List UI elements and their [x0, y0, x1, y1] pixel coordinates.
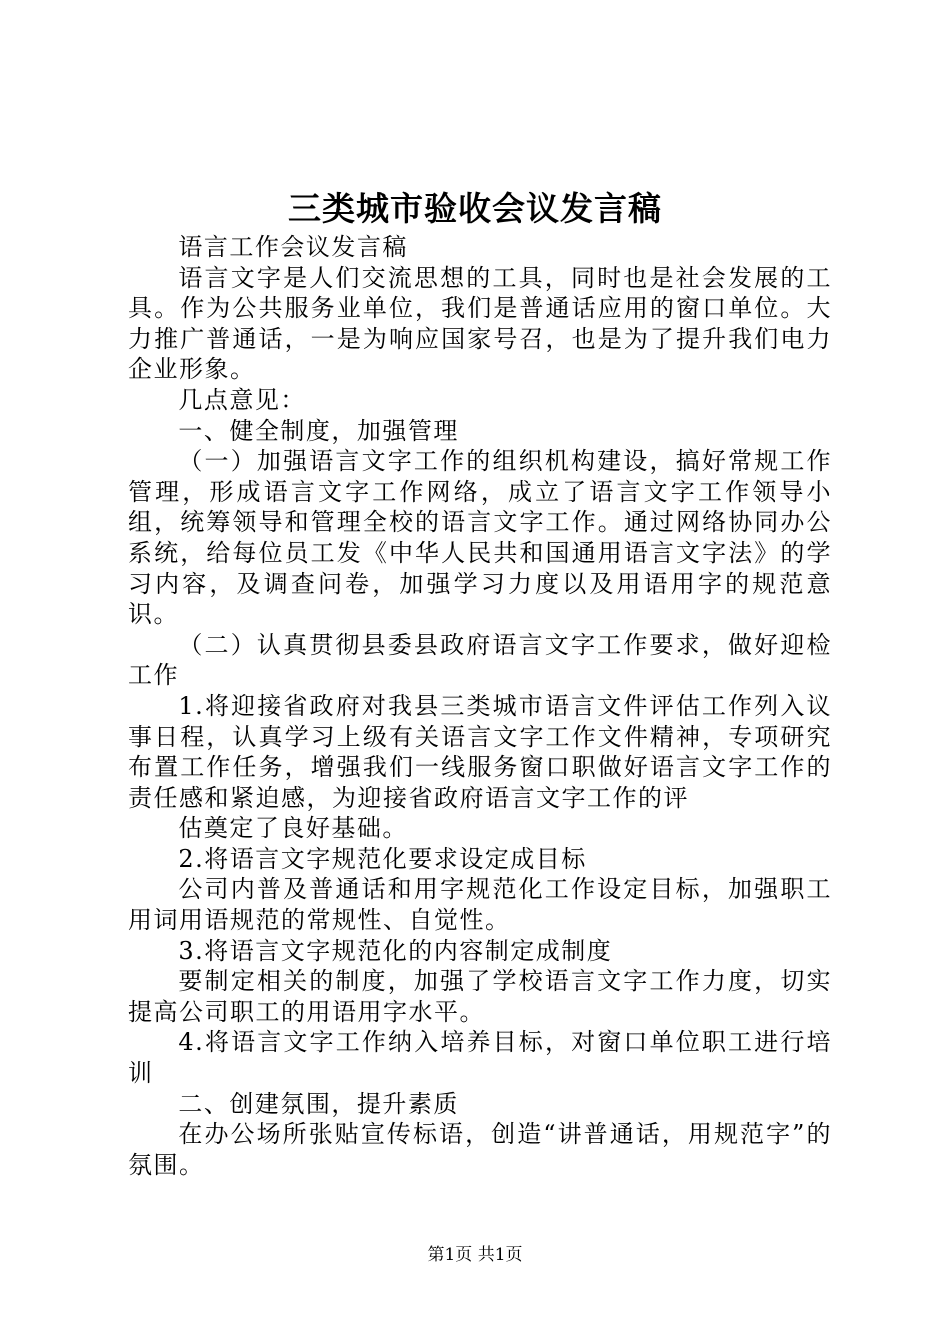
- document-body: [128, 232, 832, 1180]
- section-heading: 二、创建氛围，提升素质: [178, 1089, 459, 1118]
- list-item: 4.将语言文字工作纳入培养目标，对窗口单位职工进行培训: [128, 1028, 832, 1088]
- paragraph: 1.将迎接省政府对我县三类城市语言文件评估工作列入议事日程，认真学习上级有关语言文字工作文件精神，专项研究布置工作任务，增强我们一线服务窗口职做好语言文字工作的责任感和紧迫感，为迎接省政府语言文字工作的评: [128, 691, 832, 812]
- paragraph: （一）加强语言文字工作的组织机构建设，搞好常规工作管理，形成语言文字工作网络，成立了语言文字工作领导小组，统筹领导和管理全校的语言文字工作。通过网络协同办公系统，给每位员工发《中华人民共和国通用语言文字法》的学习内容，及调查问卷，加强学习力度以及用语用字的规范意识。: [128, 447, 832, 629]
- document-title: 三类城市验收会议发言稿: [288, 189, 662, 228]
- page-footer: 第1页 共1页: [427, 1245, 523, 1265]
- paragraph: 几点意见：: [178, 385, 306, 414]
- paragraph: （二）认真贯彻县委县政府语言文字工作要求，做好迎检工作: [128, 630, 832, 690]
- paragraph: 估奠定了良好基础。: [178, 814, 408, 843]
- paragraph: 语言文字是人们交流思想的工具，同时也是社会发展的工具。作为公共服务业单位，我们是普通话应用的窗口单位。大力推广普通话，一是为响应国家号召，也是为了提升我们电力企业形象。: [128, 263, 832, 384]
- list-item: 3.将语言文字规范化的内容制定成制度: [178, 936, 613, 965]
- section-heading: 一、健全制度，加强管理: [178, 416, 459, 445]
- paragraph: 要制定相关的制度，加强了学校语言文字工作力度，切实提高公司职工的用语用字水平。: [128, 967, 832, 1026]
- list-item: 2.将语言文字规范化要求设定成目标: [178, 844, 587, 873]
- paragraph: 语言工作会议发言稿: [178, 233, 408, 261]
- paragraph: 在办公场所张贴宣传标语，创造“讲普通话，用规范字”的氛围。: [128, 1120, 832, 1179]
- paragraph: 公司内普及普通话和用字规范化工作设定目标，加强职工用词用语规范的常规性、自觉性。: [128, 875, 832, 935]
